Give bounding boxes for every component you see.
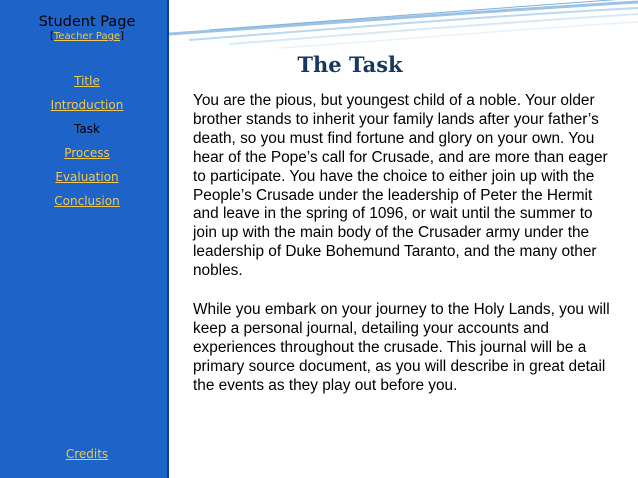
bracket-close: ] — [120, 31, 124, 42]
nav-link-evaluation[interactable]: Evaluation — [55, 170, 119, 184]
nav-link-credits[interactable]: Credits — [65, 447, 109, 461]
nav-current-task: Task — [74, 122, 100, 136]
sidebar-title: Student Page — [38, 14, 136, 30]
header-swoosh-decoration — [169, 0, 638, 60]
nav-link-introduction[interactable]: Introduction — [50, 98, 124, 112]
teacher-page-line — [0, 31, 174, 43]
nav-link-process[interactable]: Process — [64, 146, 110, 160]
bracket-open: [ — [50, 31, 54, 42]
task-paragraph-2: While you embark on your journey to the Holy Lands, you will keep a personal journal, detailing your accounts and experiences throughout the crusade. This journal will be a primary source document, as you will describe in great detail the events as they play out before you. — [193, 301, 610, 394]
nav-link-conclusion[interactable]: Conclusion — [54, 194, 120, 208]
nav-link-title[interactable]: Title — [74, 74, 100, 88]
sidebar — [0, 0, 169, 478]
teacher-page-link[interactable]: Teacher Page — [53, 31, 121, 42]
task-paragraph-1: You are the pious, but youngest child of a noble. Your older brother stands to inherit your family lands after your father’s death, so you must find fortune and glory on your own. You hear of the Pope’s call for Crusade, and are more than eager to participate. You have the choice to either join up with the People’s Crusade under the leadership of Peter the Hermit and leave in the spring of 1096, or wait until the summer to join up with the main body of the Crusader army under the leadership of Duke Bohemund Taranto, and the many other nobles. — [193, 92, 608, 280]
page-title: The Task — [297, 52, 403, 77]
